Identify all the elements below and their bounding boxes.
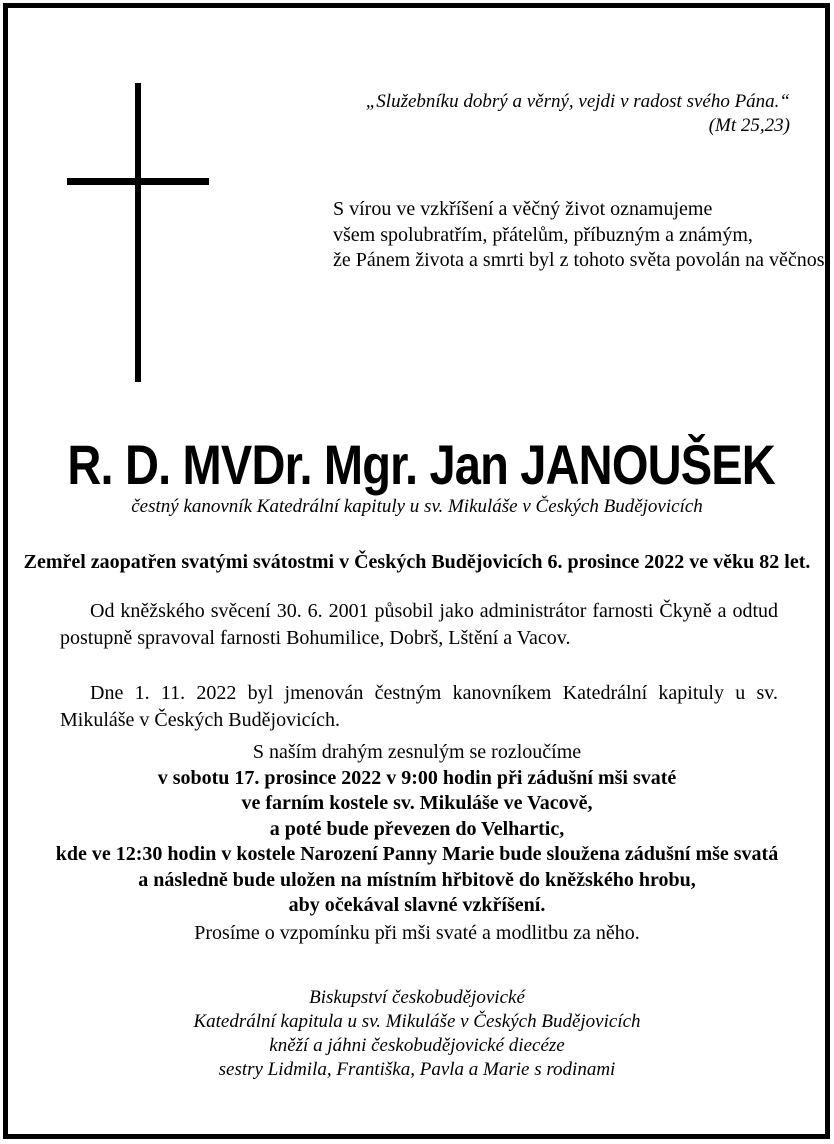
announcement-line-1: S vírou ve vzkříšení a věčný život oznamujeme xyxy=(333,198,713,220)
announcement-line-3: že Pánem života a smrti byl z tohoto světa povolán na věčnost xyxy=(333,249,831,271)
announcement-intro xyxy=(333,197,830,274)
mourner-line-3: kněží a jáhni českobudějovické diecéze xyxy=(269,1035,565,1056)
farewell-line-1: v sobotu 17. prosince 2022 v 9:00 hodin při zádušní mši svaté xyxy=(157,766,677,789)
mourner-line-4: sestry Lidmila, Františka, Pavla a Marie s rodinami xyxy=(218,1059,616,1080)
cross-horizontal-bar xyxy=(67,178,209,185)
scripture-quote xyxy=(366,90,790,138)
announcement-line-2: všem spolubratřím, přátelům, příbuzným a známým, xyxy=(333,223,753,246)
mourners-block xyxy=(0,986,834,1082)
deceased-name-row xyxy=(0,432,834,497)
farewell-line-6: aby očekával slavné vzkříšení. xyxy=(288,894,546,916)
cross-vertical-bar xyxy=(135,83,141,382)
death-notice: Zemřel zaopatřen svatými svátostmi v Českých Budějovicích 6. prosince 2022 ve věku 82 let. xyxy=(23,551,811,573)
farewell-block xyxy=(0,740,834,919)
farewell-line-2: ve farním kostele sv. Mikuláše ve Vacově, xyxy=(241,792,593,814)
farewell-line-5: a následně bude uložen na místním hřbitově do kněžského hrobu, xyxy=(138,868,696,891)
deceased-name: R. D. MVDr. Mgr. Jan JANOUŠEK xyxy=(67,433,775,496)
farewell-intro: S naším drahým zesnulým se rozloučíme xyxy=(252,741,582,763)
mourner-line-2: Katedrální kapitula u sv. Mikuláše v Českých Budějovicích xyxy=(193,1011,641,1032)
scripture-quote-text: „Služebníku dobrý a věrný, vejdi v radost svého Pána.“ xyxy=(365,91,790,112)
prayer-request: Prosíme o vzpomínku při mši svaté a modlitbu za něho. xyxy=(194,922,640,944)
mourner-line-1: Biskupství českobudějovické xyxy=(309,987,525,1008)
biography xyxy=(60,598,778,762)
biography-paragraph-2: Dne 1. 11. 2022 byl jmenován čestným kanovníkem Katedrální kapituly u sv. Mikuláše v Českých Budějovicích. xyxy=(60,682,778,731)
farewell-line-3: a poté bude převezen do Velhartic, xyxy=(269,817,565,840)
deceased-title: čestný kanovník Katedrální kapituly u sv. Mikuláše v Českých Budějovicích xyxy=(131,496,703,517)
biography-paragraph-1: Od kněžského svěcení 30. 6. 2001 působil jako administrátor farnosti Čkyně a odtud postupně spravoval farnosti Bohumilice, Dobrš, Lštění a Vacov. xyxy=(60,600,778,649)
scripture-quote-reference: (Mt 25,23) xyxy=(708,115,790,136)
farewell-line-4: kde ve 12:30 hodin v kostele Narození Panny Marie bude sloužena zádušní mše svatá xyxy=(55,843,779,865)
